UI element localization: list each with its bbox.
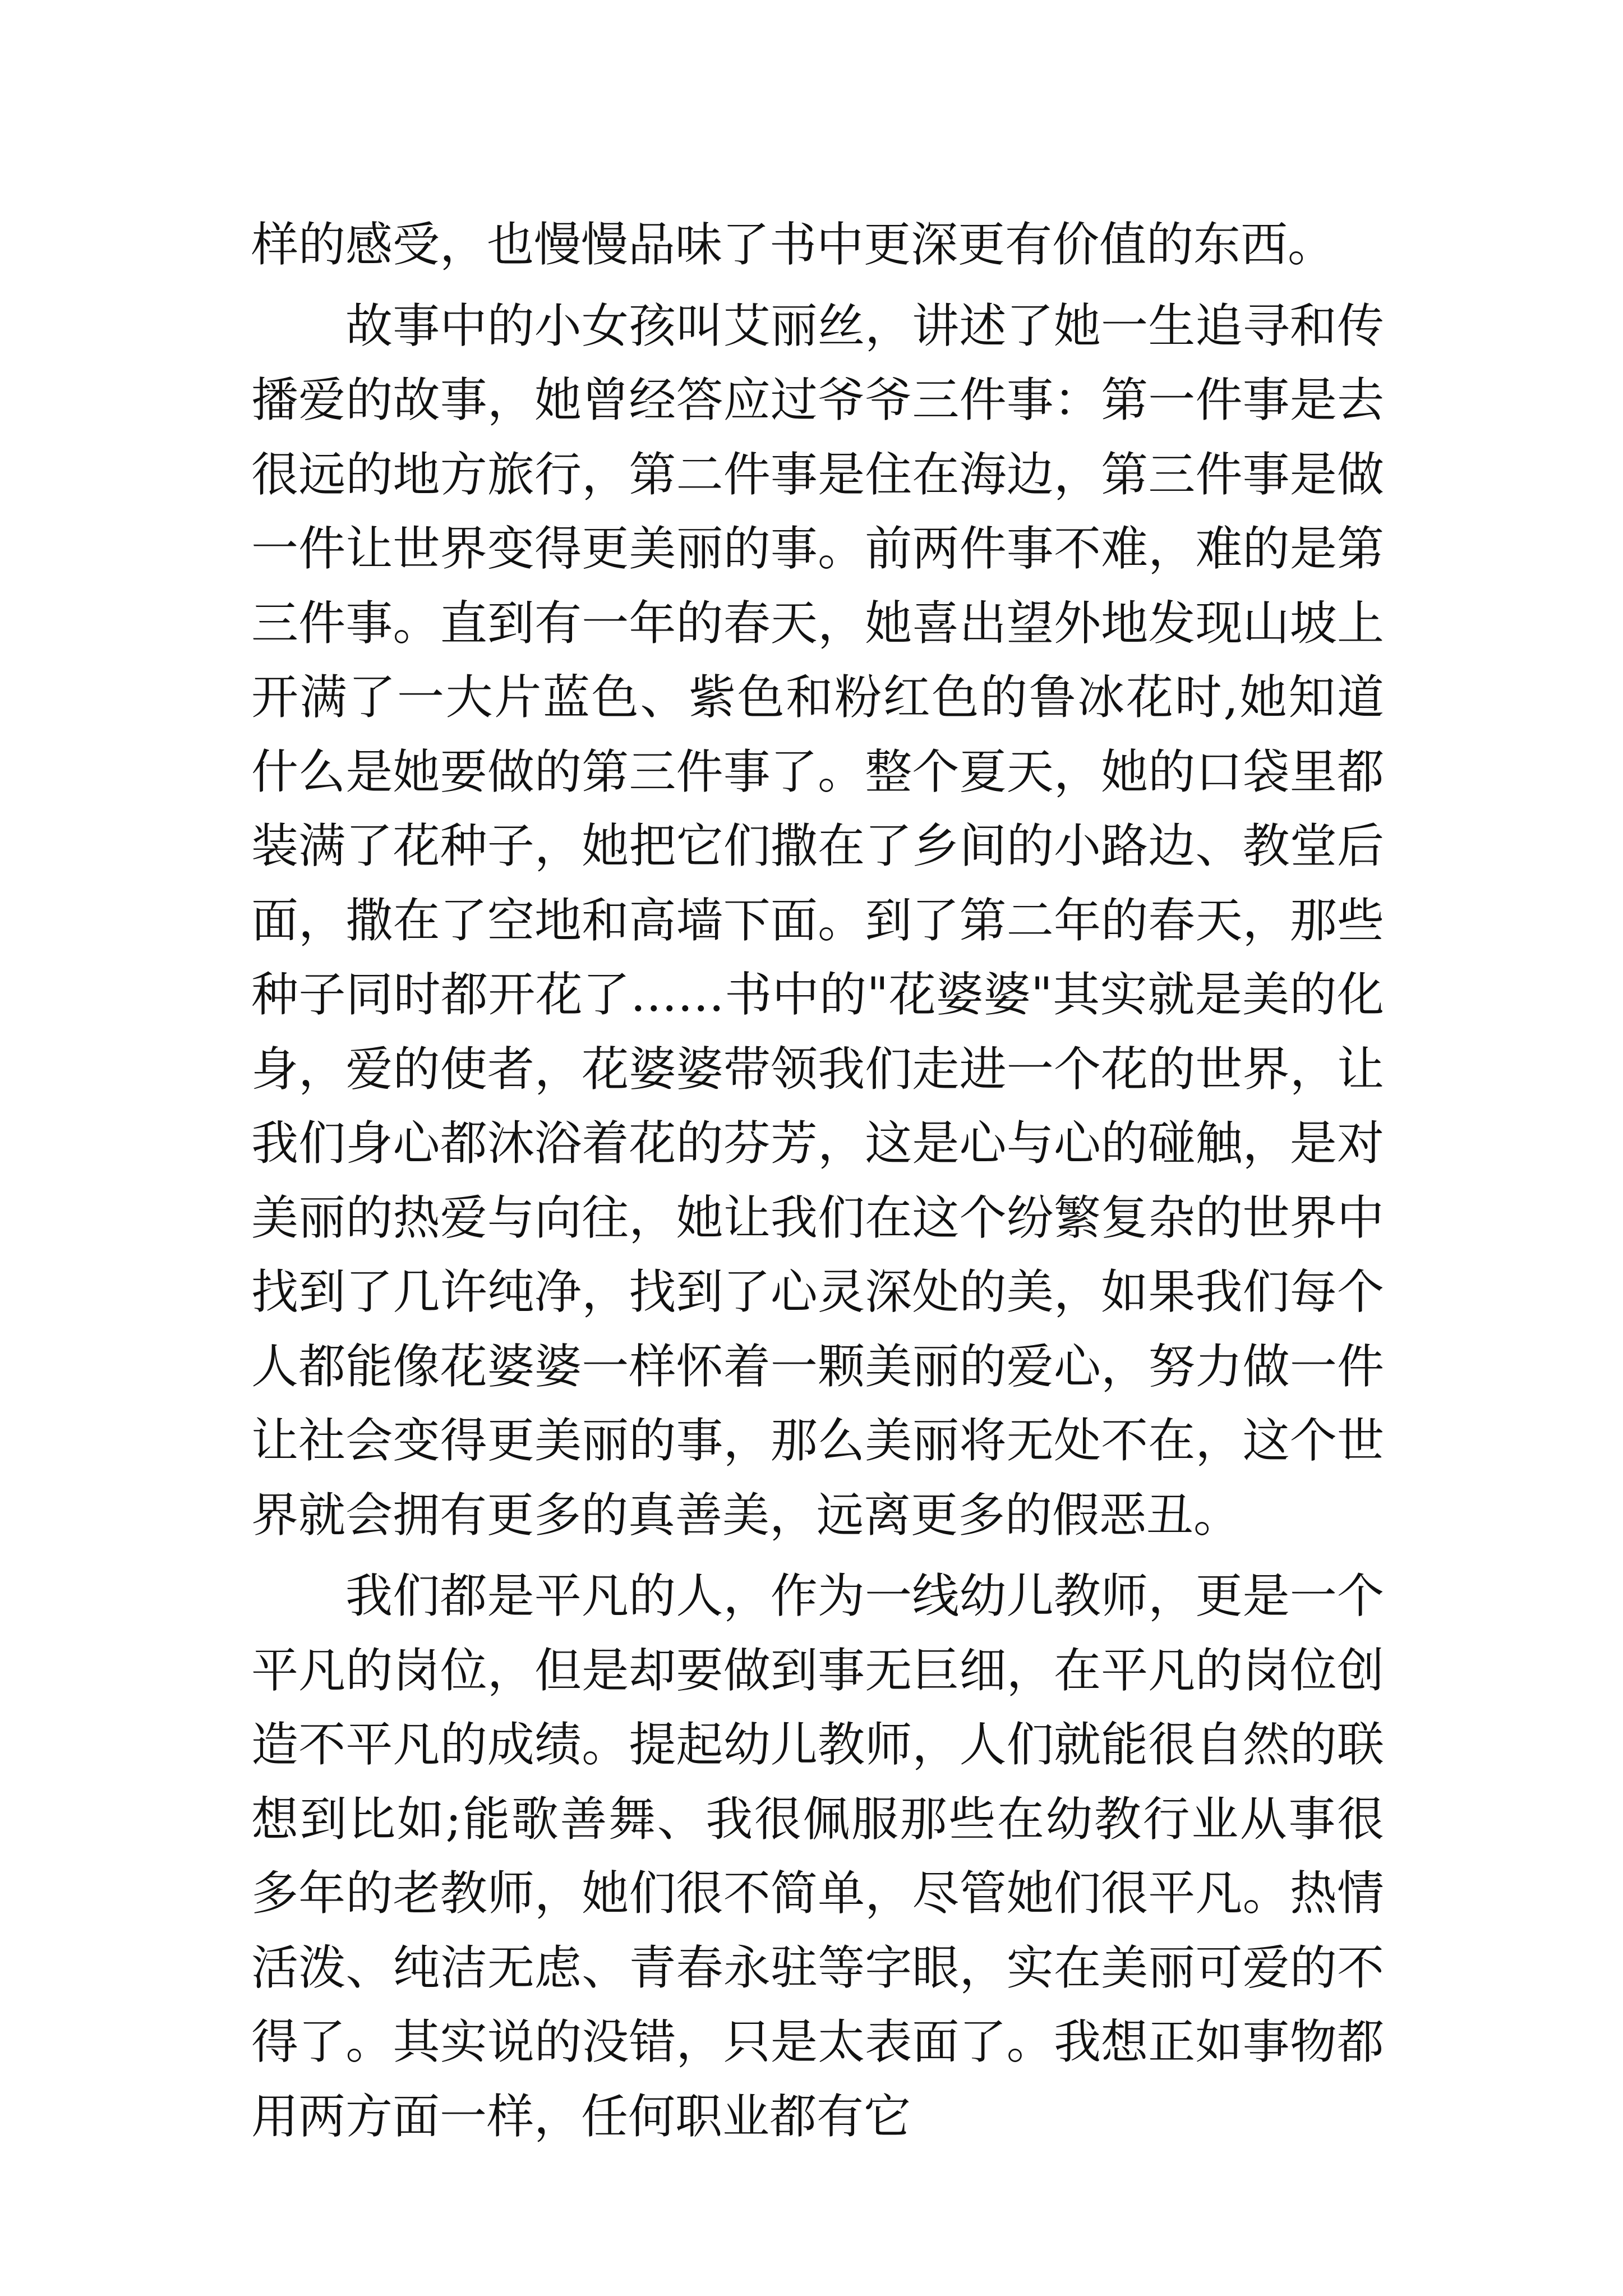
paragraph-continuation: 样的感受，也慢慢品味了书中更深更有价值的东西。 [251,217,1335,272]
paragraph-flower-grandma-story: 故事中的小女孩叫艾丽丝，讲述了她一生追寻和传播爱的故事，她曾经答应过爷爷三件事：第一件事是去很远的地方旅行，第二件事是住在海边，第三件事是做一件让世界变得更美丽的事。前两件事不难，难的是第三件事。直到有一年的春天，她喜出望外地发现山坡上开满了一大片蓝色、紫色和粉红色的鲁冰花时,她知道什么是她要做的第三件事了。整个夏天，她的口袋里都装满了花种子，她把它们撒在了乡间的小路边、教堂后面，撒在了空地和高墙下面。到了第二年的春天，那些种子同时都开花了……书中的"花婆婆"其实就是美的化身，爱的使者，花婆婆带领我们走进一个花的世界，让我们身心都沐浴着花的芬芳，这是心与心的碰触，是对美丽的热爱与向往，她让我们在这个纷繁复杂的世界中找到了几许纯净，找到了心灵深处的美，如果我们每个人都能像花婆婆一样怀着一颗美丽的爱心，努力做一件让社会变得更美丽的事，那么美丽将无处不在，这个世界就会拥有更多的真善美，远离更多的假恶丑。 [251,298,1384,1543]
body-text [251,208,1384,2154]
paragraph-ordinary-teacher: 我们都是平凡的人，作为一线幼儿教师，更是一个平凡的岗位，但是却要做到事无巨细，在平凡的岗位创造不平凡的成绩。提起幼儿教师，人们就能很自然的联想到比如;能歌善舞、我很佩服那些在幼教行业从事很多年的老教师，她们很不简单，尽管她们很平凡。热情活泼、纯洁无虑、青春永驻等字眼，实在美丽可爱的不得了。其实说的没错，只是太表面了。我想正如事物都用两方面一样，任何职业都有它 [251,1568,1384,2144]
